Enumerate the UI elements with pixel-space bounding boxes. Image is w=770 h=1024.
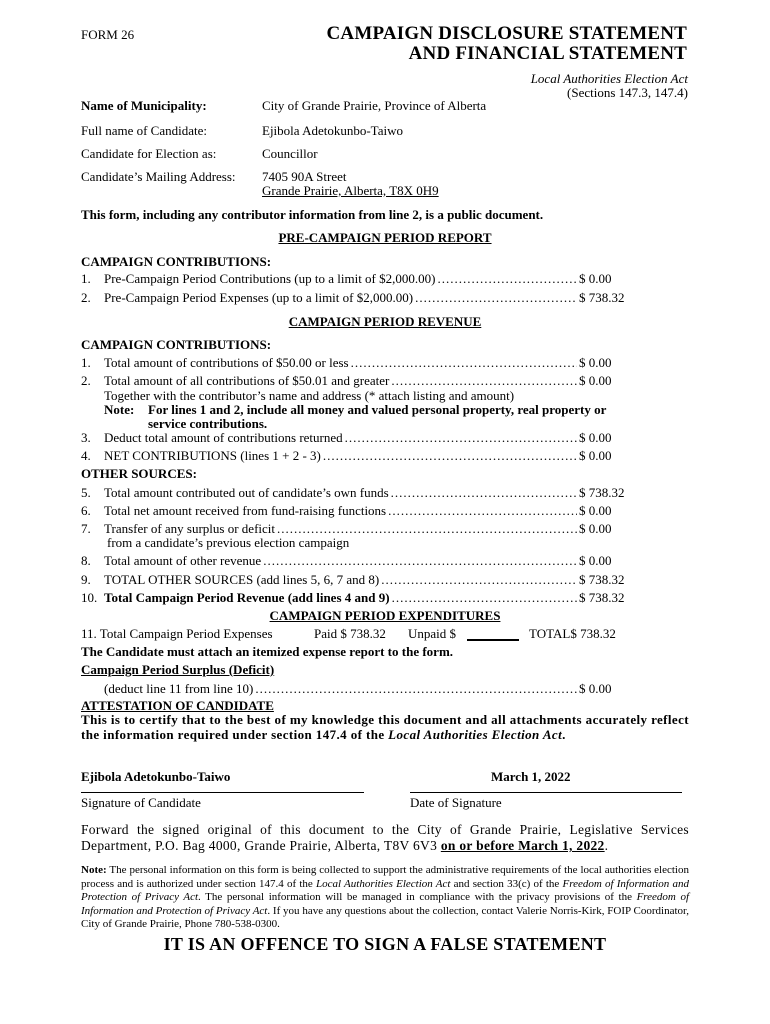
privacy-note: Note: The personal information on this form is being collected to support the administrative requirements of the local authorities election process and is authorized under section 147.4 of the Local Authorities Election Act and section 33(c) of the Freedom of Information and Protection of Privacy Act. The personal information will be managed in compliance with the privacy provisions of the Freedom of Information and Protection of Privacy Act. If you have any questions about the collection, contact Valerie Norris-Kirk, FOIP Coordinator, City of Grande Prairie, Phone 780-538-0300. bbox=[81, 864, 690, 930]
attestation-heading: ATTESTATION OF CANDIDATE bbox=[81, 698, 274, 713]
revenue-line-7: 7. Transfer of any surplus or deficit ..... $ 0.00 bbox=[81, 521, 634, 537]
pre-campaign-heading: PRE-CAMPAIGN PERIOD REPORT bbox=[278, 230, 492, 245]
unpaid-blank-line bbox=[467, 639, 519, 641]
expenses-total: TOTAL$ 738.32 bbox=[529, 626, 616, 641]
form-number: FORM 26 bbox=[81, 27, 135, 42]
total-revenue-value: $ 738.32 bbox=[579, 590, 625, 605]
revenue-line-2: 2. Total amount of all contributions of $50.01 and greater ..... $ 0.00 bbox=[81, 373, 634, 389]
election-value: Councillor bbox=[262, 146, 318, 161]
revenue-line-1: 1. Total amount of contributions of $50.00 or less ..... $ 0.00 bbox=[81, 355, 634, 371]
revenue-heading: CAMPAIGN PERIOD REVENUE bbox=[288, 314, 482, 329]
date-line bbox=[410, 792, 682, 793]
municipality-label: Name of Municipality: bbox=[81, 98, 207, 113]
expenses-line-11: 11. Total Campaign Period Expenses bbox=[81, 626, 273, 641]
attestation-text: This is to certify that to the best of my knowledge this document and all attachments accurately reflect the information required under section 147.4 of the Local Authorities Election Act. bbox=[81, 712, 689, 742]
revenue-subheading: CAMPAIGN CONTRIBUTIONS: bbox=[81, 337, 272, 352]
candidate-name-value: Ejibola Adetokunbo-Taiwo bbox=[262, 123, 403, 138]
signer-name: Ejibola Adetokunbo-Taiwo bbox=[81, 769, 231, 784]
revenue-line-8: 8. Total amount of other revenue ..... $ 0.00 bbox=[81, 553, 634, 569]
revenue-note-text1: For lines 1 and 2, include all money and valued personal property, real property or bbox=[148, 402, 607, 417]
form-title-line2: AND FINANCIAL STATEMENT bbox=[408, 43, 687, 64]
pre-campaign-contributions-value: $ 0.00 bbox=[579, 271, 612, 286]
municipality-value: City of Grande Prairie, Province of Alberta bbox=[262, 98, 487, 113]
candidate-name-label: Full name of Candidate: bbox=[81, 123, 208, 138]
surplus-line: (deduct line 11 from line 10) ..... $ 0.00 bbox=[81, 681, 634, 697]
surplus-heading: Campaign Period Surplus (Deficit) bbox=[81, 662, 275, 677]
revenue-note-text2: service contributions. bbox=[148, 416, 268, 431]
revenue-line-4: 4. NET CONTRIBUTIONS (lines 1 + 2 - 3) ..... $ 0.00 bbox=[81, 448, 634, 464]
deadline: on or before March 1, 2022 bbox=[440, 838, 605, 853]
pre-campaign-expenses-value: $ 738.32 bbox=[579, 290, 625, 305]
public-notice: This form, including any contributor information from line 2, is a public document. bbox=[81, 207, 544, 222]
election-label: Candidate for Election as: bbox=[81, 146, 217, 161]
expenditures-heading: CAMPAIGN PERIOD EXPENDITURES bbox=[269, 608, 501, 623]
revenue-line-2-detail: Together with the contributor’s name and address (* attach listing and amount) bbox=[104, 388, 515, 403]
pre-campaign-line-1: 1. Pre-Campaign Period Contributions (up to a limit of $2,000.00) ..... $ 0.00 bbox=[81, 271, 634, 287]
revenue-line-3: 3. Deduct total amount of contributions returned ..... $ 0.00 bbox=[81, 430, 634, 446]
revenue-note-label: Note: bbox=[104, 402, 135, 417]
surplus-value: $ 0.00 bbox=[579, 681, 612, 696]
signature-label: Signature of Candidate bbox=[81, 795, 201, 810]
revenue-line-10: 10. Total Campaign Period Revenue (add lines 4 and 9) ..... $ 738.32 bbox=[81, 590, 634, 606]
forward-instructions: Forward the signed original of this document to the City of Grande Prairie, Legislative Services Department, P.O. Bag 4000, Grande Prairie, Alberta, T8V 6V3 on or before March 1, 2022. bbox=[81, 822, 689, 853]
revenue-line-9: 9. TOTAL OTHER SOURCES (add lines 5, 6, 7 and 8) ..... $ 738.32 bbox=[81, 572, 634, 588]
false-statement-warning: IT IS AN OFFENCE TO SIGN A FALSE STATEMENT bbox=[163, 934, 607, 954]
revenue-line-5: 5. Total amount contributed out of candidate’s own funds ..... $ 738.32 bbox=[81, 485, 634, 501]
revenue-line-6: 6. Total net amount received from fund-raising functions ..... $ 0.00 bbox=[81, 503, 634, 519]
pre-campaign-line-2: 2. Pre-Campaign Period Expenses (up to a limit of $2,000.00) ..... $ 738.32 bbox=[81, 290, 634, 306]
address-label: Candidate’s Mailing Address: bbox=[81, 169, 236, 184]
address-line2: Grande Prairie, Alberta, T8X 0H9 bbox=[262, 183, 439, 198]
form-title-line1: CAMPAIGN DISCLOSURE STATEMENT bbox=[326, 23, 687, 44]
other-sources-heading: OTHER SOURCES: bbox=[81, 466, 197, 481]
expenses-unpaid: Unpaid $ bbox=[408, 626, 457, 641]
date-label: Date of Signature bbox=[410, 795, 502, 810]
act-sections: (Sections 147.3, 147.4) bbox=[567, 85, 688, 100]
pre-campaign-subheading: CAMPAIGN CONTRIBUTIONS: bbox=[81, 254, 272, 269]
act-name: Local Authorities Election Act bbox=[530, 71, 688, 86]
address-line1: 7405 90A Street bbox=[262, 169, 347, 184]
signature-date: March 1, 2022 bbox=[491, 769, 571, 784]
expenses-paid: Paid $ 738.32 bbox=[314, 626, 386, 641]
signature-line bbox=[81, 792, 364, 793]
revenue-line-7-detail: from a candidate’s previous election campaign bbox=[107, 535, 350, 550]
itemized-notice: The Candidate must attach an itemized expense report to the form. bbox=[81, 644, 454, 659]
